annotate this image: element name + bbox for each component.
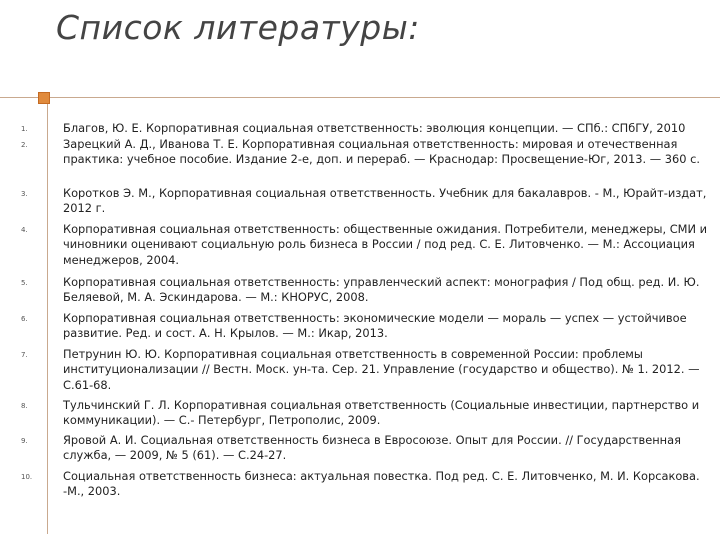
reference-text: Благов, Ю. Е. Корпоративная социальная ответственность: эволюция концепции. — СПб.: СПбГУ, 2010 (63, 121, 686, 135)
reference-number: 10. (21, 473, 33, 481)
reference-number: 7. (21, 351, 28, 359)
reference-text: Тульчинский Г. Л. Корпоративная социальная ответственность (Социальные инвестиции, партнерство и коммуникации). — С.- Петербург, Петрополис, 2009. (63, 398, 700, 428)
reference-text: Петрунин Ю. Ю. Корпоративная социальная ответственность в современной России: проблемы институционализации // Вестн. Моск. ун-та. Сер. 21. Управление (государство и общество). № 1. 2012. — С.61-68. (63, 347, 700, 392)
reference-number: 4. (21, 226, 28, 234)
reference-number: 8. (21, 402, 28, 410)
reference-text: Социальная ответственность бизнеса: актуальная повестка. Под ред. С. Е. Литовченко, М. И. Корсакова. -М., 2003. (63, 469, 700, 499)
reference-text: Яровой А. И. Социальная ответственность бизнеса в Евросоюзе. Опыт для России. // Государственная служба, — 2009, № 5 (61). — С.24-27. (63, 433, 681, 463)
reference-number: 2. (21, 141, 28, 149)
reference-number: 6. (21, 315, 28, 323)
reference-text: Коротков Э. М., Корпоративная социальная ответственность. Учебник для бакалавров. - М., Юрайт-издат, 2012 г. (63, 186, 707, 216)
reference-text: Корпоративная социальная ответственность: экономические модели — мораль — успех — устойчивое развитие. Ред. и сост. А. Н. Крылов. — М.: Икар, 2013. (63, 311, 687, 341)
reference-number: 1. (21, 125, 28, 133)
reference-number: 5. (21, 279, 28, 287)
slide-title: Список литературы: (56, 8, 420, 47)
reference-number: 9. (21, 437, 28, 445)
reference-text: Корпоративная социальная ответственность: общественные ожидания. Потребители, менеджеры, СМИ и чиновники оценивают социальную роль бизнеса в России / под ред. С. Е. Литовченко. — М.: Ассоциация менеджеров, 2004. (63, 222, 708, 267)
reference-number: 3. (21, 190, 28, 198)
reference-text: Корпоративная социальная ответственность: управленческий аспект: монография / Под общ. ред. И. Ю. Беляевой, М. А. Эскиндарова. — М.: КНОРУС, 2008. (63, 275, 700, 305)
reference-text: Зарецкий А. Д., Иванова Т. Е. Корпоративная социальная ответственность: мировая и отечественная практика: учебное пособие. Издание 2-е, доп. и перераб. — Краснодар: Просвещение-Юг, 2013. — 360 с. (63, 137, 701, 167)
